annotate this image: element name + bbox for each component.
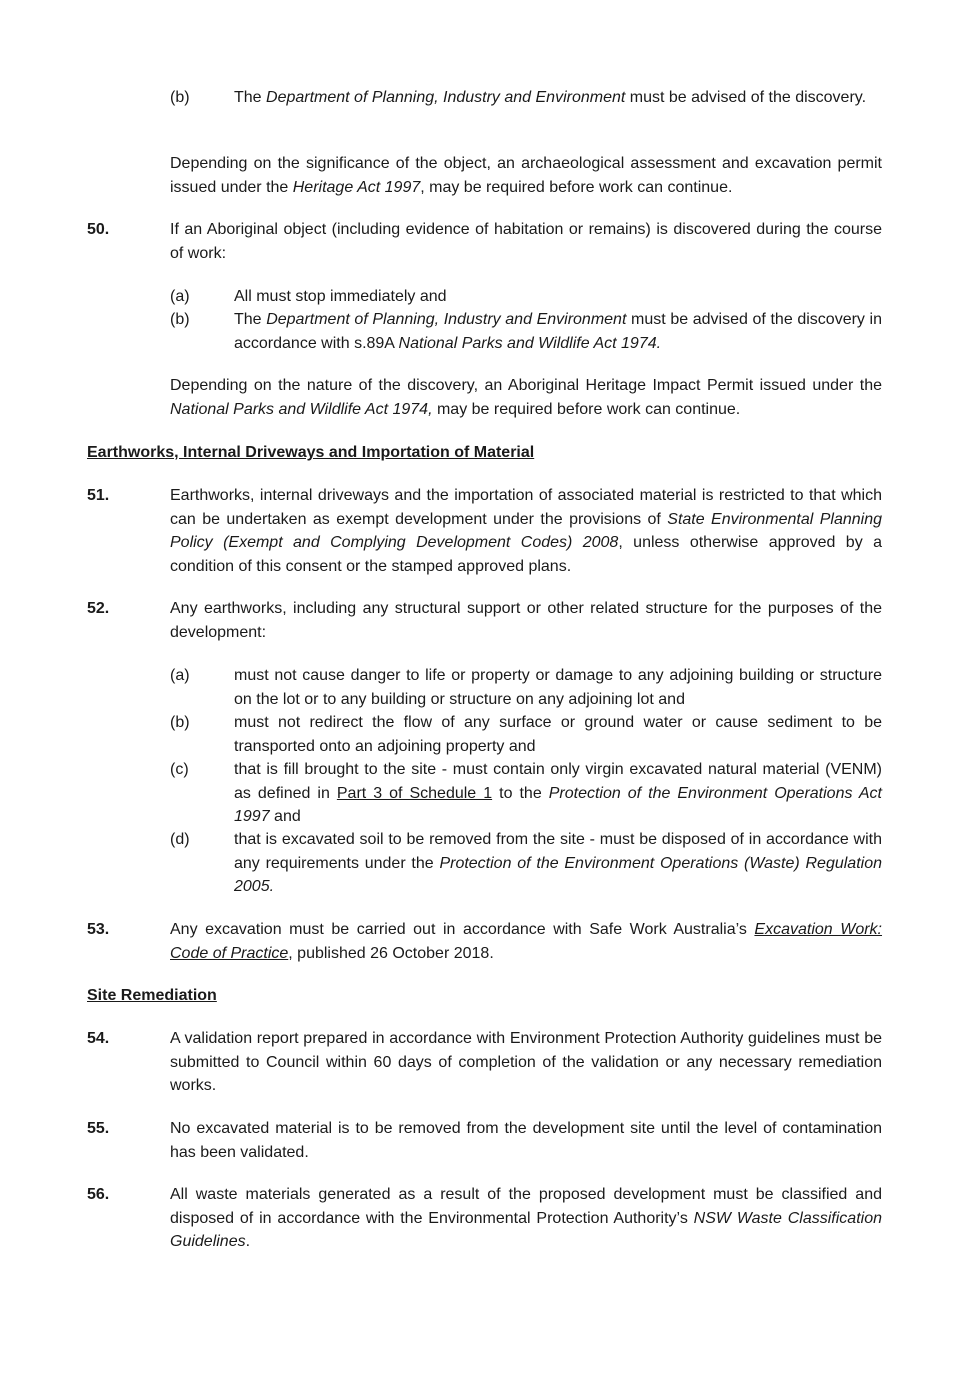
- condition-number-52: 52.: [87, 600, 110, 617]
- prev-subitem-b: [170, 86, 882, 110]
- condition-number-54: 54.: [87, 1030, 110, 1047]
- section-heading-earthworks: Earthworks, Internal Driveways and Importation of Material: [87, 444, 535, 461]
- condition-54-text: A validation report prepared in accordance with Environment Protection Authority guidelines must be submitted to Council within 60 days of completion of the validation or any necessary remediation works.: [170, 1030, 882, 1094]
- condition-number-51: 51.: [87, 487, 110, 504]
- subitem-text: must not cause danger to life or property or damage to any adjoining building or structure on the lot or to any building or structure on any adjoining lot and: [234, 667, 882, 708]
- subitem-label: (a): [170, 667, 190, 684]
- condition-52-subitem-d: [170, 828, 882, 899]
- condition-number-53: 53.: [87, 921, 110, 938]
- condition-56-text: All waste materials generated as a result of the proposed development must be classified and disposed of in accordance with the Environmental Protection Authority’s NSW Waste Classification Guidelines.: [170, 1186, 882, 1250]
- subitem-label: (b): [170, 89, 190, 106]
- subitem-text: The Department of Planning, Industry and Environment must be advised of the discovery.: [234, 89, 867, 106]
- subitem-label: (d): [170, 831, 190, 848]
- condition-51-text: Earthworks, internal driveways and the importation of associated material is restricted to that which can be undertaken as exempt development under the provisions of State Environmental Planning Policy (Exempt and Complying Development Codes) 2008, unless otherwise approved by a condition of this consent or the stamped approved plans.: [170, 487, 883, 575]
- subitem-label: (a): [170, 288, 190, 305]
- subitem-label: (b): [170, 311, 190, 328]
- condition-50-subitem-b: [170, 308, 882, 355]
- condition-55-text: No excavated material is to be removed from the development site until the level of contamination has been validated.: [170, 1120, 882, 1161]
- condition-53-text: Any excavation must be carried out in accordance with Safe Work Australia’s Excavation Work: Code of Practice, published 26 October 2018.: [170, 921, 883, 962]
- subitem-text: that is excavated soil to be removed from the site - must be disposed of in accordance with any requirements under the Protection of the Environment Operations (Waste) Regulation 2005.: [234, 831, 882, 895]
- condition-52-subitem-a: [170, 664, 882, 711]
- condition-52-subitem-c: [170, 758, 882, 829]
- subitem-text: The Department of Planning, Industry and Environment must be advised of the discovery in accordance with s.89A National Parks and Wildlife Act 1974.: [234, 311, 883, 352]
- condition-52-text: Any earthworks, including any structural support or other related structure for the purposes of the development:: [170, 600, 882, 641]
- condition-50-text: If an Aboriginal object (including evidence of habitation or remains) is discovered during the course of work:: [170, 221, 882, 262]
- condition-52-subitem-b: [170, 711, 882, 758]
- prev-paragraph: Depending on the significance of the object, an archaeological assessment and excavation permit issued under the Heritage Act 1997, may be required before work can continue.: [170, 155, 882, 196]
- condition-50-paragraph: Depending on the nature of the discovery, an Aboriginal Heritage Impact Permit issued under the National Parks and Wildlife Act 1974, may be required before work can continue.: [170, 377, 882, 418]
- condition-number-55: 55.: [87, 1120, 110, 1137]
- condition-number-56: 56.: [87, 1186, 110, 1203]
- subitem-label: (b): [170, 714, 190, 731]
- subitem-text: must not redirect the flow of any surface or ground water or cause sediment to be transported onto an adjoining property and: [234, 714, 882, 755]
- subitem-text: All must stop immediately and: [234, 288, 447, 305]
- condition-50-subitem-a: [170, 285, 882, 309]
- subitem-label: (c): [170, 761, 189, 778]
- code-of-practice-link[interactable]: Excavation Work: Code of Practice: [170, 921, 883, 962]
- subitem-text: that is fill brought to the site - must contain only virgin excavated natural material (VENM) as defined in Part 3 of Schedule 1 to the Protection of the Environment Operations Act 1997 and: [234, 761, 882, 825]
- schedule-link[interactable]: Part 3 of Schedule 1: [336, 784, 493, 802]
- section-heading-site-remediation: Site Remediation: [87, 987, 217, 1004]
- condition-number-50: 50.: [87, 221, 110, 238]
